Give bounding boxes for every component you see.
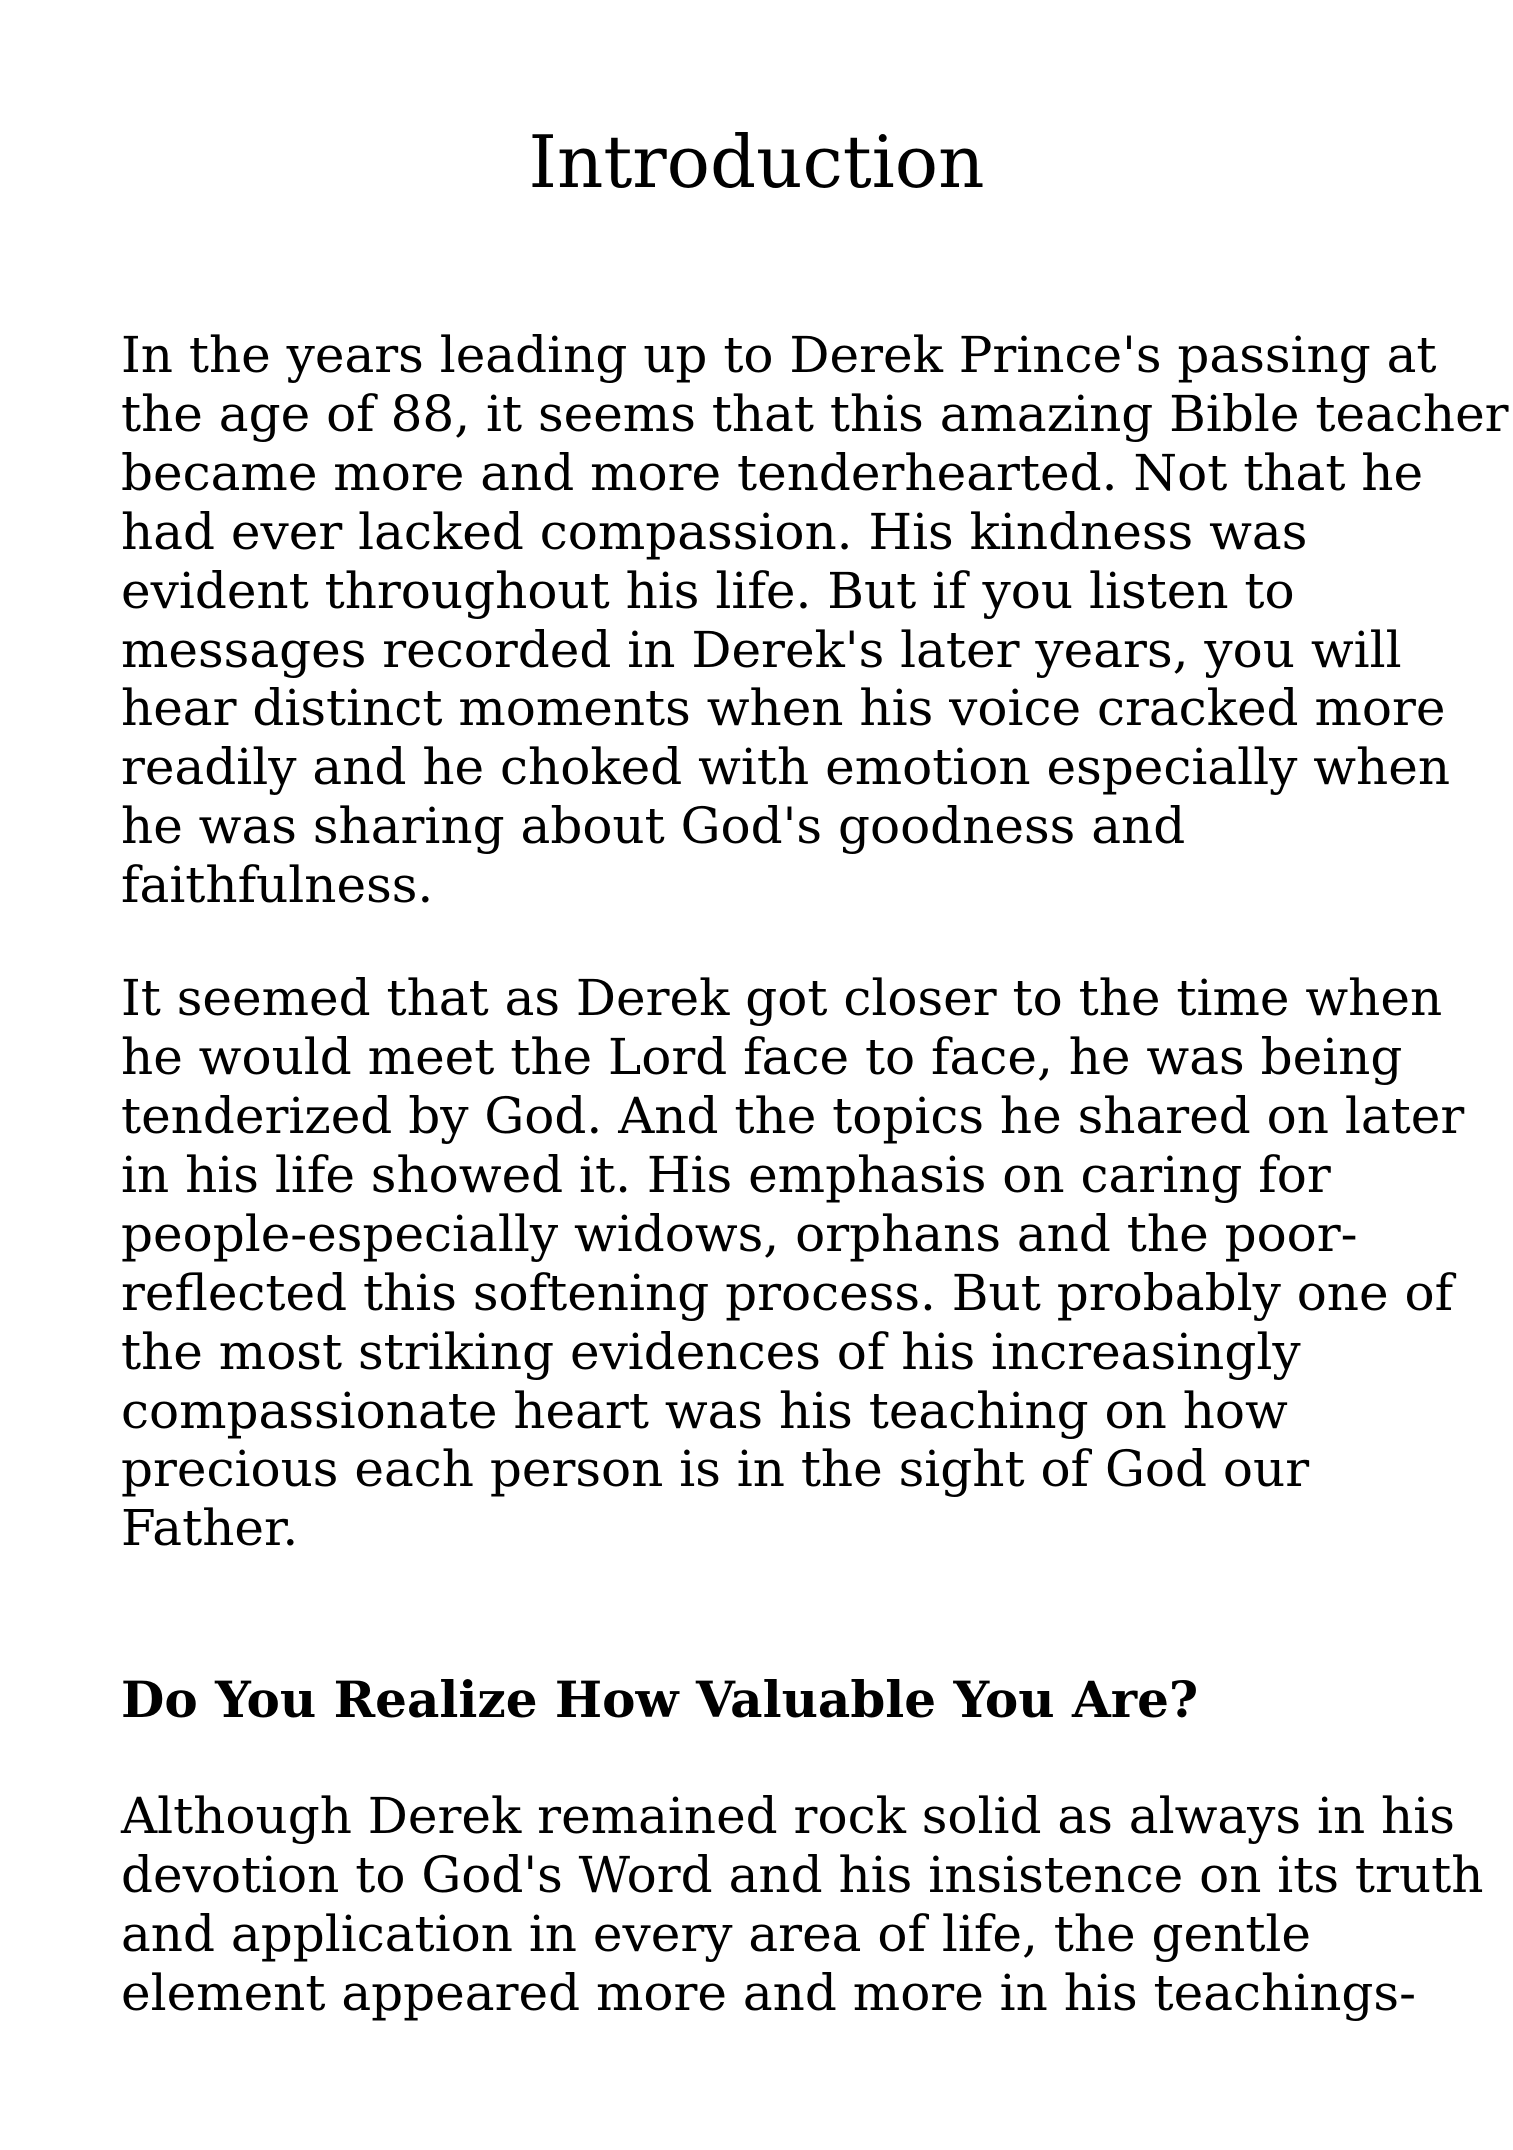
paragraph-line: tenderized by God. And the topics he shared on later	[121, 1087, 1465, 1145]
paragraph-line: people-especially widows, orphans and the poor-	[121, 1205, 1358, 1263]
paragraph-line: became more and more tenderhearted. Not that he	[121, 444, 1424, 502]
paragraph-line: devotion to God's Word and his insistence on its truth	[121, 1846, 1484, 1904]
paragraph-line: compassionate heart was his teaching on how	[121, 1382, 1288, 1440]
paragraph-line: messages recorded in Derek's later years, you will	[121, 621, 1402, 679]
paragraph-line: in his life showed it. His emphasis on caring for	[121, 1146, 1331, 1204]
paragraph-line: evident throughout his life. But if you listen to	[121, 562, 1295, 620]
paragraph-line: It seemed that as Derek got closer to the time when	[121, 969, 1443, 1027]
paragraph-line: faithfulness.	[121, 856, 434, 914]
paragraph-line: element appeared more and more in his teachings-	[121, 1964, 1416, 2022]
paragraph-line: Although Derek remained rock solid as always in his	[121, 1787, 1455, 1845]
paragraph-line: and application in every area of life, the gentle	[121, 1905, 1311, 1963]
paragraph-line: hear distinct moments when his voice cracked more	[121, 679, 1446, 737]
page-title: Introduction	[528, 120, 985, 204]
paragraph-line: Father.	[121, 1499, 299, 1557]
paragraph-line: he was sharing about God's goodness and	[121, 797, 1186, 855]
section-heading: Do You Realize How Valuable You Are?	[121, 1670, 1199, 1729]
paragraph-line: had ever lacked compassion. His kindness was	[121, 503, 1308, 561]
paragraph-line: he would meet the Lord face to face, he was being	[121, 1028, 1403, 1086]
paragraph-line: reflected this softening process. But probably one of	[121, 1264, 1454, 1322]
paragraph-line: the age of 88, it seems that this amazing Bible teacher	[121, 385, 1509, 443]
paragraph-line: readily and he choked with emotion especially when	[121, 738, 1451, 796]
paragraph-line: In the years leading up to Derek Prince's passing at	[121, 326, 1437, 384]
paragraph-line: precious each person is in the sight of God our	[121, 1440, 1310, 1498]
paragraph-line: the most striking evidences of his increasingly	[121, 1323, 1301, 1381]
